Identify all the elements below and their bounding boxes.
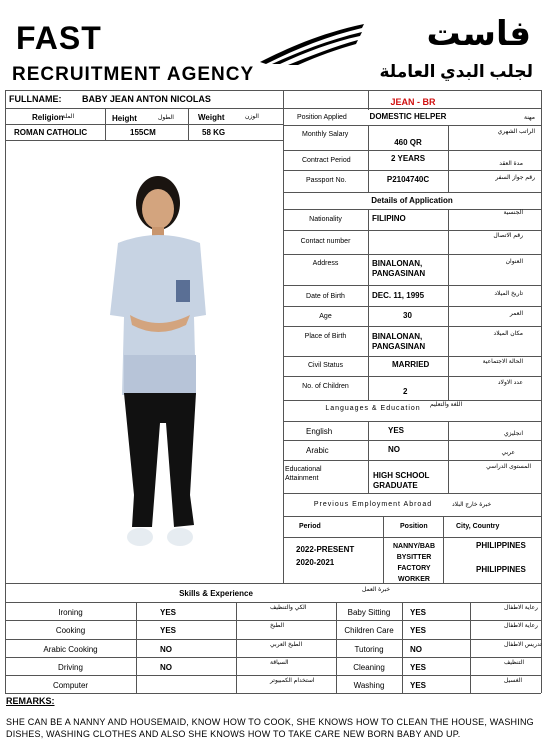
nationality-value: FILIPINO	[372, 214, 406, 223]
position-label-arabic: مهنة	[523, 115, 535, 121]
contact-number-label-arabic: رقم الاتصال	[493, 233, 523, 239]
employment-period-header: Period	[299, 523, 321, 530]
salary-label: Monthly Salary	[302, 131, 349, 138]
passport-label-arabic: رقم جواز السفر	[495, 175, 535, 181]
date-of-birth-label-arabic: تاريخ الميلاد	[494, 291, 523, 297]
skill-driving-label-arabic: السياقة	[270, 660, 289, 666]
skills-title-arabic: خبرة العمل	[362, 587, 391, 593]
place-of-birth-label-arabic: مكان الميلاد	[493, 331, 523, 337]
skill-children-care-label: Children Care	[344, 626, 394, 635]
address-label: Address	[312, 260, 339, 267]
skill-driving-value: NO	[160, 663, 172, 672]
education-label-arabic: المستوى الدراسي	[486, 464, 531, 470]
religion-label: Religion	[32, 113, 64, 122]
arabic-value: NO	[388, 445, 400, 454]
nationality-label: Nationality	[309, 216, 342, 223]
skill-children-care-label-arabic: رعاية الاطفال	[504, 623, 538, 629]
height-label-arabic: الطول	[158, 115, 174, 121]
civil-status-value: MARRIED	[392, 360, 430, 369]
weight-label: Weight	[198, 113, 225, 122]
skill-baby-sitting-label-arabic: رعاية الاطفال	[504, 605, 538, 611]
civil-status-label: Civil Status	[307, 362, 343, 369]
employment-title-arabic: خبرة خارج البلاد	[452, 502, 492, 508]
skill-computer-label: Computer	[52, 681, 89, 690]
skill-driving-label: Driving	[58, 663, 83, 672]
skill-arabic-cooking-label: Arabic Cooking	[43, 645, 98, 654]
employment-periods: 2022-PRESENT 2020-2021	[296, 545, 355, 567]
english-label: English	[306, 427, 333, 436]
fullname-value: BABY JEAN ANTON NICOLAS	[82, 94, 211, 104]
weight-label-arabic: الوزن	[245, 114, 259, 120]
employment-title: Previous Employment Abroad	[313, 501, 433, 508]
employment-countries: PHILIPPINES PHILIPPINES	[476, 541, 526, 574]
skill-baby-sitting-value: YES	[410, 608, 427, 617]
skill-washing-label-arabic: الغسيل	[504, 678, 523, 684]
candidate-photo	[90, 165, 230, 575]
salary-value: 460 QR	[394, 138, 422, 147]
no-of-children-label-arabic: عدد الاولاد	[497, 380, 523, 386]
skill-cooking-label: Cooking	[55, 626, 86, 635]
contact-number-label: Contact number	[300, 238, 351, 245]
age-label: Age	[319, 313, 332, 320]
religion-value: ROMAN CATHOLIC	[14, 128, 88, 137]
place-of-birth-label: Place of Birth	[304, 333, 347, 340]
height-value: 155CM	[130, 128, 156, 137]
passport-value: P2104740C	[386, 175, 430, 184]
candidate-code: JEAN - BR	[390, 97, 436, 107]
languages-title-arabic: اللغة والتعليم	[430, 402, 463, 408]
religion-label-arabic: الملة	[62, 114, 75, 120]
skill-arabic-cooking-label-arabic: الطبخ العربي	[270, 642, 303, 648]
fullname-label: FULLNAME:	[9, 94, 62, 104]
skill-ironing-label-arabic: الكي والتنظيف	[270, 605, 307, 611]
passport-label: Passport No.	[306, 177, 347, 184]
skill-cleaning-label-arabic: التنظيف	[504, 660, 525, 666]
skill-ironing-label: Ironing	[58, 608, 83, 617]
education-label: Educational Attainment	[285, 466, 322, 482]
skills-title: Skills & Experience	[179, 589, 253, 598]
skill-tutoring-label: Tutoring	[354, 645, 384, 654]
age-value: 30	[403, 311, 412, 320]
skill-tutoring-label-arabic: تدريس الاطفال	[504, 642, 542, 648]
brand-name: FAST	[16, 20, 102, 56]
date-of-birth-label: Date of Birth	[306, 293, 345, 300]
address-value: BINALONAN, PANGASINAN	[372, 259, 426, 278]
address-label-arabic: العنوان	[505, 259, 523, 265]
english-label-arabic: انجليزي	[503, 431, 523, 437]
skill-washing-label: Washing	[353, 681, 385, 690]
skill-baby-sitting-label: Baby Sitting	[347, 608, 391, 617]
skill-computer-label-arabic: استخدام الكمبيوتر	[270, 678, 315, 684]
nationality-label-arabic: الجنسية	[503, 210, 523, 216]
agency-name: RECRUITMENT AGENCY	[12, 64, 255, 85]
contract-label: Contract Period	[302, 157, 351, 164]
employment-country-header: City, Country	[456, 523, 500, 530]
skill-children-care-value: YES	[410, 626, 427, 635]
skill-cleaning-label: Cleaning	[353, 663, 385, 672]
agency-name-arabic: لجلب البدي العاملة	[379, 62, 533, 81]
salary-label-arabic: الراتب الشهري	[497, 129, 535, 135]
agency-logo	[258, 18, 366, 66]
skill-ironing-value: YES	[160, 608, 177, 617]
no-of-children-value: 2	[403, 387, 408, 396]
position-value: DOMESTIC HELPER	[369, 112, 447, 121]
skill-cooking-label-arabic: الطبخ	[270, 623, 285, 629]
remarks-text: SHE CAN BE A NANNY AND HOUSEMAID, KNOW HOW TO COOK, SHE KNOWS HOW TO CLEAN THE HOUSE, WASHING DISHES, WASHING CLOTHES AND ALSO SHE KNOWS HOW TO TAKE CARE NEW BORN BABY AND UP.	[6, 717, 534, 739]
place-of-birth-value: BINALONAN, PANGASINAN	[372, 332, 426, 351]
position-label: Position Applied	[297, 114, 347, 121]
height-label: Height	[112, 114, 137, 123]
skill-tutoring-value: NO	[410, 645, 422, 654]
no-of-children-label: No. of Children	[302, 383, 349, 390]
skill-washing-value: YES	[410, 681, 427, 690]
skill-cooking-value: YES	[160, 626, 177, 635]
employment-position-header: Position	[400, 523, 428, 530]
employment-positions: NANNY/BAB BYSITTER FACTORY WORKER	[393, 543, 435, 583]
skill-cleaning-value: YES	[410, 663, 427, 672]
contract-value: 2 YEARS	[390, 154, 426, 163]
date-of-birth-value: DEC. 11, 1995	[372, 291, 425, 300]
weight-value: 58 KG	[202, 128, 226, 137]
arabic-label-arabic: عربي	[501, 450, 515, 456]
education-value: HIGH SCHOOL GRADUATE	[373, 471, 430, 490]
arabic-label: Arabic	[306, 446, 329, 455]
age-label-arabic: العمر	[509, 311, 523, 317]
civil-status-label-arabic: الحالة الاجتماعية	[482, 359, 523, 365]
brand-name-arabic: فاست	[426, 15, 531, 53]
remarks-label: REMARKS:	[6, 696, 55, 706]
english-value: YES	[388, 426, 405, 435]
skill-arabic-cooking-value: NO	[160, 645, 172, 654]
details-title: Details of Application	[371, 196, 453, 205]
languages-title: Languages & Education	[325, 405, 421, 412]
contract-label-arabic: مدة العقد	[499, 161, 523, 167]
